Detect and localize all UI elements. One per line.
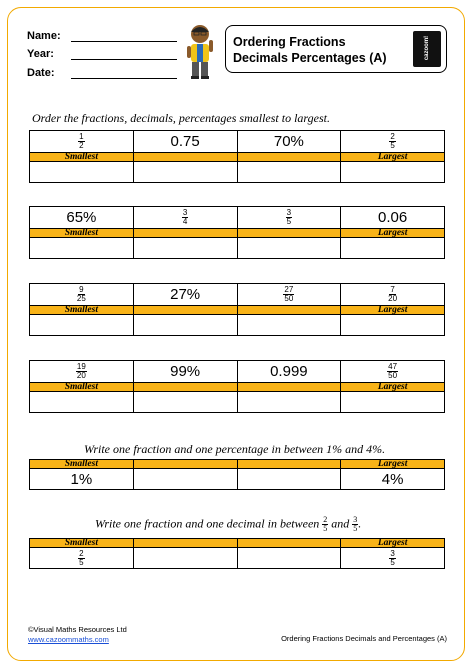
smallest-label: Smallest	[30, 539, 134, 548]
year-label: Year:	[27, 48, 54, 60]
band-cell	[237, 460, 341, 469]
title-line-2: Decimals Percentages (A)	[233, 51, 387, 65]
year-line	[71, 59, 177, 60]
band-cell	[133, 460, 237, 469]
smallest-label: Smallest	[30, 229, 134, 238]
numerator: 47	[388, 362, 398, 372]
answer-cell[interactable]	[237, 162, 341, 183]
fraction	[78, 550, 84, 567]
band-cell	[133, 306, 237, 315]
denominator: 25	[76, 294, 86, 304]
denominator: 5	[286, 217, 292, 227]
numerator: 7	[390, 285, 395, 295]
q4-value-3: 0.999	[237, 361, 341, 383]
largest-label: Largest	[341, 539, 445, 548]
smallest-label: Smallest	[30, 383, 134, 392]
answer-cell[interactable]	[133, 162, 237, 183]
q4-value-1	[30, 361, 134, 383]
fraction	[389, 133, 395, 150]
q2-value-3	[237, 207, 341, 229]
q1-value-4	[341, 131, 445, 153]
denominator: 50	[388, 371, 398, 381]
answer-cell[interactable]	[133, 315, 237, 336]
q5-last-value: 4%	[341, 469, 445, 490]
instruction-decimal	[95, 516, 361, 533]
band-cell	[133, 153, 237, 162]
q4-value-2: 99%	[133, 361, 237, 383]
question-1-table	[29, 130, 445, 183]
band-cell	[133, 383, 237, 392]
question-6-table	[29, 538, 445, 569]
date-label: Date:	[27, 67, 55, 79]
q6-first-value	[30, 548, 134, 569]
logo-text: cazoom!	[424, 35, 430, 61]
fraction	[78, 133, 84, 150]
q1-value-1	[30, 131, 134, 153]
q2-value-2	[133, 207, 237, 229]
question-5-table	[29, 459, 445, 490]
numerator: 9	[79, 285, 84, 295]
numerator: 27	[284, 285, 294, 295]
fraction	[387, 363, 398, 380]
answer-cell[interactable]	[30, 392, 134, 413]
footer-left	[28, 625, 127, 645]
denominator: 2	[79, 141, 84, 151]
band-cell	[237, 229, 341, 238]
denominator: 5	[353, 524, 358, 533]
smallest-label: Smallest	[30, 460, 134, 469]
answer-cell[interactable]	[30, 162, 134, 183]
q3-value-2: 27%	[133, 284, 237, 306]
denominator: 20	[388, 294, 398, 304]
answer-cell[interactable]	[341, 392, 445, 413]
largest-label: Largest	[341, 460, 445, 469]
largest-label: Largest	[341, 153, 445, 162]
fraction	[322, 516, 328, 533]
title-box	[225, 25, 447, 73]
denominator: 5	[323, 524, 328, 533]
answer-cell[interactable]	[237, 548, 341, 569]
date-line	[71, 78, 177, 79]
denominator: 5	[390, 557, 395, 567]
answer-cell[interactable]	[133, 238, 237, 259]
title-line-1: Ordering Fractions	[233, 35, 346, 49]
website-link[interactable]: www.cazoommaths.com	[28, 635, 109, 644]
largest-label: Largest	[341, 229, 445, 238]
q3-value-3	[237, 284, 341, 306]
name-label: Name:	[27, 30, 61, 42]
answer-cell[interactable]	[133, 548, 237, 569]
answer-cell[interactable]	[341, 238, 445, 259]
denominator: 5	[390, 141, 395, 151]
denominator: 20	[76, 371, 86, 381]
fraction	[387, 286, 398, 303]
instruction-decimal-post: .	[358, 516, 362, 531]
fraction	[76, 286, 87, 303]
fraction	[182, 209, 188, 226]
answer-cell[interactable]	[237, 315, 341, 336]
name-field[interactable]	[27, 30, 177, 44]
q3-value-4	[341, 284, 445, 306]
answer-cell[interactable]	[341, 315, 445, 336]
numerator: 2	[390, 132, 395, 142]
smallest-label: Smallest	[30, 153, 134, 162]
numerator: 3	[286, 208, 292, 218]
q6-last-value	[341, 548, 445, 569]
numerator: 1	[79, 132, 84, 142]
numerator: 19	[76, 362, 86, 372]
denominator: 4	[182, 217, 188, 227]
fraction	[286, 209, 292, 226]
smallest-label: Smallest	[30, 306, 134, 315]
date-field[interactable]	[27, 67, 177, 81]
q5-first-value: 1%	[30, 469, 134, 490]
band-cell	[133, 229, 237, 238]
answer-cell[interactable]	[30, 315, 134, 336]
instruction-decimal-mid: and	[331, 516, 350, 531]
numerator: 2	[79, 548, 84, 558]
numerator: 3	[182, 208, 188, 218]
footer-doc-title: Ordering Fractions Decimals and Percentages (A)	[281, 634, 447, 643]
denominator: 5	[79, 557, 84, 567]
answer-cell[interactable]	[30, 238, 134, 259]
answer-cell[interactable]	[133, 392, 237, 413]
cazoom-logo	[413, 31, 441, 67]
band-cell	[237, 383, 341, 392]
q1-value-3: 70%	[237, 131, 341, 153]
question-2-table	[29, 206, 445, 259]
fraction	[389, 550, 395, 567]
band-cell	[237, 153, 341, 162]
answer-cell[interactable]	[133, 469, 237, 490]
mascot-illustration	[180, 22, 220, 82]
q1-value-2: 0.75	[133, 131, 237, 153]
instruction-percent: Write one fraction and one percentage in between 1% and 4%.	[84, 442, 386, 456]
numerator: 3	[390, 548, 395, 558]
question-4-table	[29, 360, 445, 413]
answer-cell[interactable]	[237, 469, 341, 490]
largest-label: Largest	[341, 383, 445, 392]
q4-value-4	[341, 361, 445, 383]
name-line	[71, 41, 177, 42]
q2-value-4: 0.06	[341, 207, 445, 229]
answer-cell[interactable]	[237, 392, 341, 413]
instruction-order: Order the fractions, decimals, percentages smallest to largest.	[32, 111, 330, 125]
question-3-table	[29, 283, 445, 336]
instruction-decimal-pre: Write one fraction and one decimal in between	[95, 516, 320, 531]
answer-cell[interactable]	[237, 238, 341, 259]
largest-label: Largest	[341, 306, 445, 315]
band-cell	[133, 539, 237, 548]
q3-value-1	[30, 284, 134, 306]
band-cell	[237, 306, 341, 315]
year-field[interactable]	[27, 48, 177, 62]
denominator: 50	[284, 294, 294, 304]
numerator: 2	[323, 515, 328, 524]
copyright-text: ©Visual Maths Resources Ltd	[28, 625, 127, 634]
fraction	[76, 363, 87, 380]
band-cell	[237, 539, 341, 548]
q2-value-1: 65%	[30, 207, 134, 229]
numerator: 3	[353, 515, 358, 524]
answer-cell[interactable]	[341, 162, 445, 183]
fraction	[283, 286, 294, 303]
